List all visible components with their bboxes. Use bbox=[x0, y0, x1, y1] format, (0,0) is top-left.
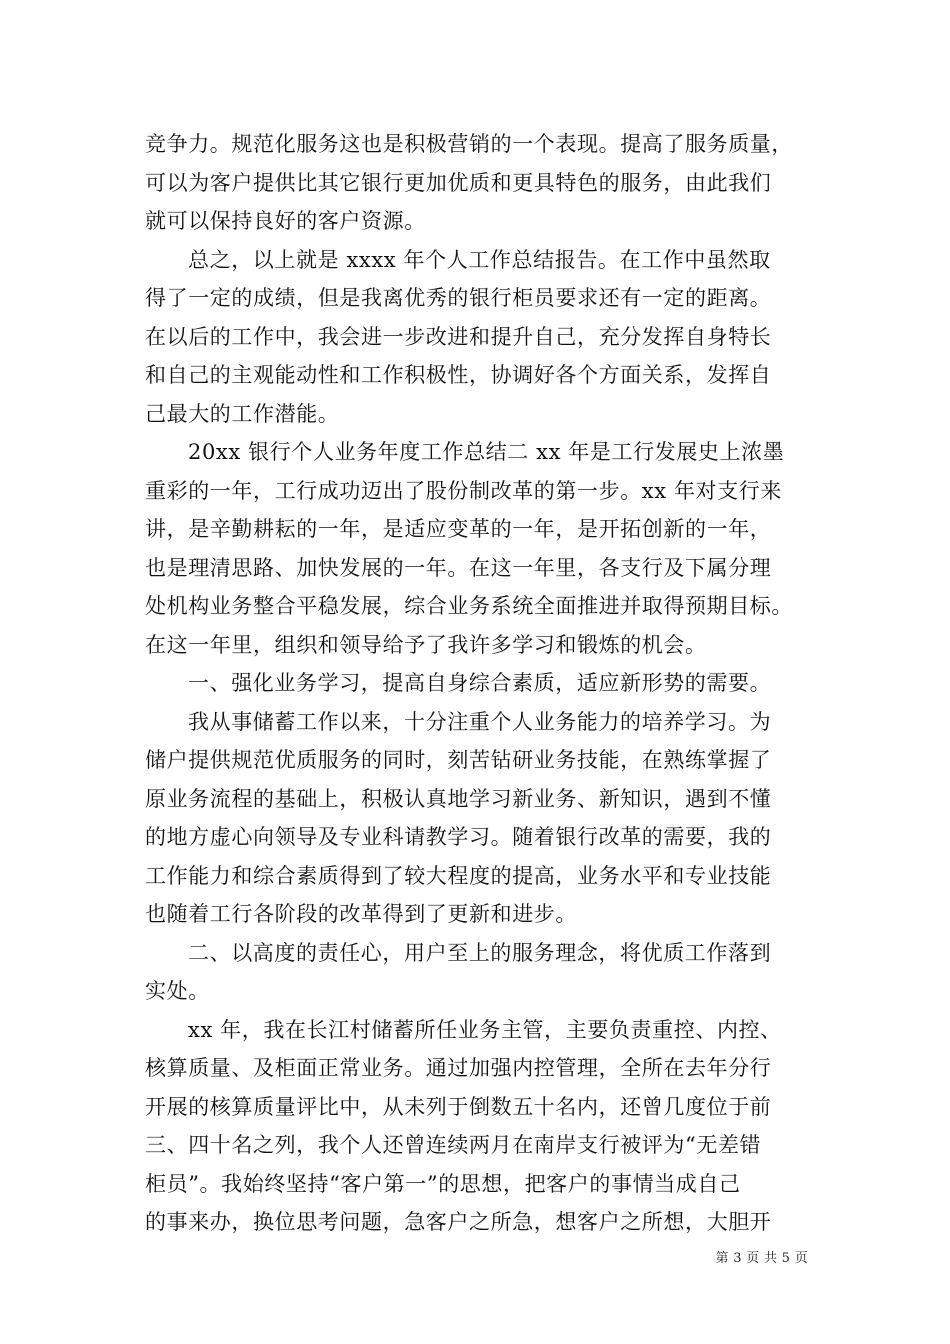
text-line: 柜员”。我始终坚持“客户第一”的思想，把客户的事情当成自己 bbox=[145, 1171, 741, 1196]
paragraph bbox=[145, 1011, 815, 1242]
text-line: 的事来办，换位思考问题，急客户之所急，想客户之所想，大胆开 bbox=[145, 1210, 772, 1234]
text-line: 二、以高度的责任心，用户至上的服务理念，将优质工作落到 bbox=[188, 940, 772, 965]
text-line: 也是理清思路、加快发展的一年。在这一年里，各支行及下属分理 bbox=[145, 555, 772, 580]
text-line: 我从事储蓄工作以来，十分注重个人业务能力的培养学习。为 bbox=[188, 709, 772, 734]
text-line: xx 年，我在长江村储蓄所任业务主管，主要负责重控、内控、 bbox=[188, 1017, 782, 1042]
text-line: 储户提供规范优质服务的同时，刻苦钻研业务技能，在熟练掌握了 bbox=[145, 748, 772, 772]
text-line: 己最大的工作潜能。 bbox=[145, 401, 340, 426]
paragraph bbox=[145, 703, 815, 934]
text-line: 20xx 银行个人业务年度工作总结二 xx 年是工行发展史上浓墨 bbox=[188, 440, 785, 464]
text-line: 也随着工行各阶段的改革得到了更新和进步。 bbox=[145, 902, 577, 926]
paragraph bbox=[145, 433, 815, 664]
text-line: 核算质量、及柜面正常业务。通过加强内控管理，全所在去年分行 bbox=[145, 1056, 772, 1080]
text-line: 开展的核算质量评比中，从未列于倒数五十名内，还曾几度位于前 bbox=[145, 1094, 772, 1119]
text-line: 和自己的主观能动性和工作积极性，协调好各个方面关系，发挥自 bbox=[145, 363, 772, 387]
text-line: 得了一定的成绩，但是我离优秀的银行柜员要求还有一定的距离。 bbox=[145, 286, 772, 310]
text-line: 重彩的一年，工行成功迈出了股份制改革的第一步。xx 年对支行来 bbox=[145, 478, 782, 503]
text-line: 一、强化业务学习，提高自身综合素质，适应新形势的需要。 bbox=[188, 671, 772, 695]
text-line: 竞争力。规范化服务这也是积极营销的一个表现。提高了服务质量， bbox=[145, 132, 793, 156]
text-line: 讲，是辛勤耕耘的一年，是适应变革的一年，是开拓创新的一年， bbox=[145, 517, 772, 541]
text-line: 处机构业务整合平稳发展，综合业务系统全面推进并取得预期目标。 bbox=[145, 594, 793, 618]
text-line: 工作能力和综合素质得到了较大程度的提高，业务水平和专业技能 bbox=[145, 863, 772, 888]
page-number-footer: 第 3 页 共 5 页 bbox=[715, 1251, 808, 1266]
text-line: 可以为客户提供比其它银行更加优质和更具特色的服务，由此我们 bbox=[145, 170, 772, 195]
text-line: 就可以保持良好的客户资源。 bbox=[145, 209, 426, 233]
text-line: 实处。 bbox=[145, 979, 210, 1003]
paragraph bbox=[145, 934, 815, 1011]
paragraph bbox=[145, 125, 815, 241]
paragraph bbox=[145, 664, 815, 703]
text-line: 三、四十名之列，我个人还曾连续两月在南岸支行被评为“无差错 bbox=[145, 1133, 762, 1157]
text-line: 总之，以上就是 xxxx 年个人工作总结报告。在工作中虽然取 bbox=[188, 247, 771, 272]
text-line: 原业务流程的基础上，积极认真地学习新业务、新知识，遇到不懂 bbox=[145, 786, 772, 811]
paragraph bbox=[145, 241, 815, 434]
text-line: 的地方虚心向领导及专业科请教学习。随着银行改革的需要，我的 bbox=[145, 825, 772, 849]
document-body bbox=[145, 125, 815, 1242]
text-line: 在这一年里，组织和领导给予了我许多学习和锻炼的机会。 bbox=[145, 632, 707, 657]
text-line: 在以后的工作中，我会进一步改进和提升自己，充分发挥自身特长 bbox=[145, 324, 772, 349]
